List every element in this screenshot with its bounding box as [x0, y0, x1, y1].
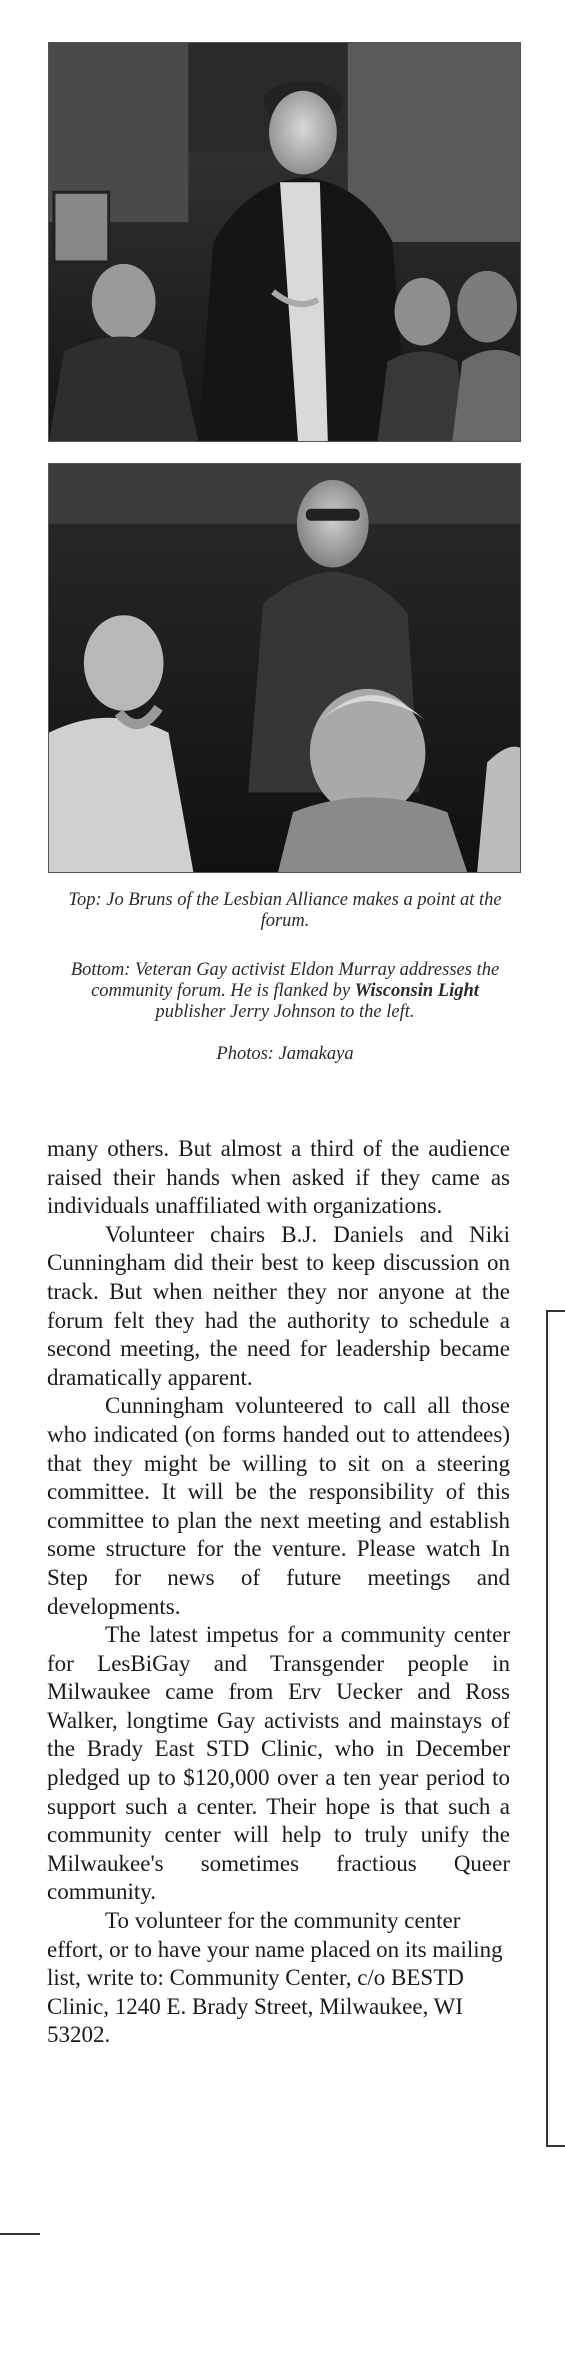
- caption-bottom-text-1: Bottom: Veteran Gay activist Eldon Murray addresses the community forum. He is flanked by: [70, 960, 500, 1001]
- photo-bottom: [48, 463, 521, 873]
- photo-top-image: [49, 43, 520, 441]
- bottom-left-rule: [0, 2233, 40, 2235]
- photo-credit: [60, 1044, 510, 1065]
- article-paragraph: Cunningham volunteered to call all those who indicated (on forms handed out to attendees) that they might be willing to sit on a steering committee. It will be the responsibility of this committee to plan the next meeting and establish some structure for the venture. Please watch In Step for news of future meetings and developments.: [47, 1393, 510, 1619]
- article-paragraph: Volunteer chairs B.J. Daniels and Niki Cunningham did their best to keep discussion on track. But when neither they nor anyone at the forum felt they had the authority to schedule a second meeting, the need for leadership became dramatically apparent.: [47, 1221, 510, 1390]
- caption-publication-name: Wisconsin Light: [354, 981, 479, 1001]
- column-divider-bottom-cap: [546, 2145, 565, 2147]
- caption-top-text: Top: Jo Bruns of the Lesbian Alliance makes a point at the forum.: [68, 890, 502, 931]
- article-body: [47, 1135, 510, 2050]
- caption-top: [60, 890, 510, 932]
- photo-top: [48, 42, 521, 442]
- article-paragraph: many others. But almost a third of the audience raised their hands when asked if they came as individuals unaffiliated with organizations.: [47, 1136, 510, 1219]
- column-divider-rule: [546, 1310, 548, 2145]
- article-paragraph: To volunteer for the community center effort, or to have your name placed on its mailing list, write to: Community Center, c/o BESTD Clinic, 1240 E. Brady Street, Milwaukee, WI 53202.: [47, 1908, 503, 2048]
- photo-credit-text: Photos: Jamakaya: [216, 1044, 354, 1064]
- caption-bottom-text-2: publisher Jerry Johnson to the left.: [155, 1002, 415, 1022]
- caption-bottom: [60, 960, 510, 1023]
- article-paragraph: The latest impetus for a community center for LesBiGay and Transgender people in Milwaukee came from Erv Uecker and Ross Walker, longtime Gay activists and mainstays of the Brady East STD Clinic, who in December pledged up to $120,000 over a ten year period to support such a center. Their hope is that such a community center will help to truly unify the Milwaukee's sometimes fractious Queer community.: [47, 1622, 510, 1905]
- column-divider-top-cap: [546, 1310, 565, 1312]
- photo-bottom-image: [49, 464, 520, 872]
